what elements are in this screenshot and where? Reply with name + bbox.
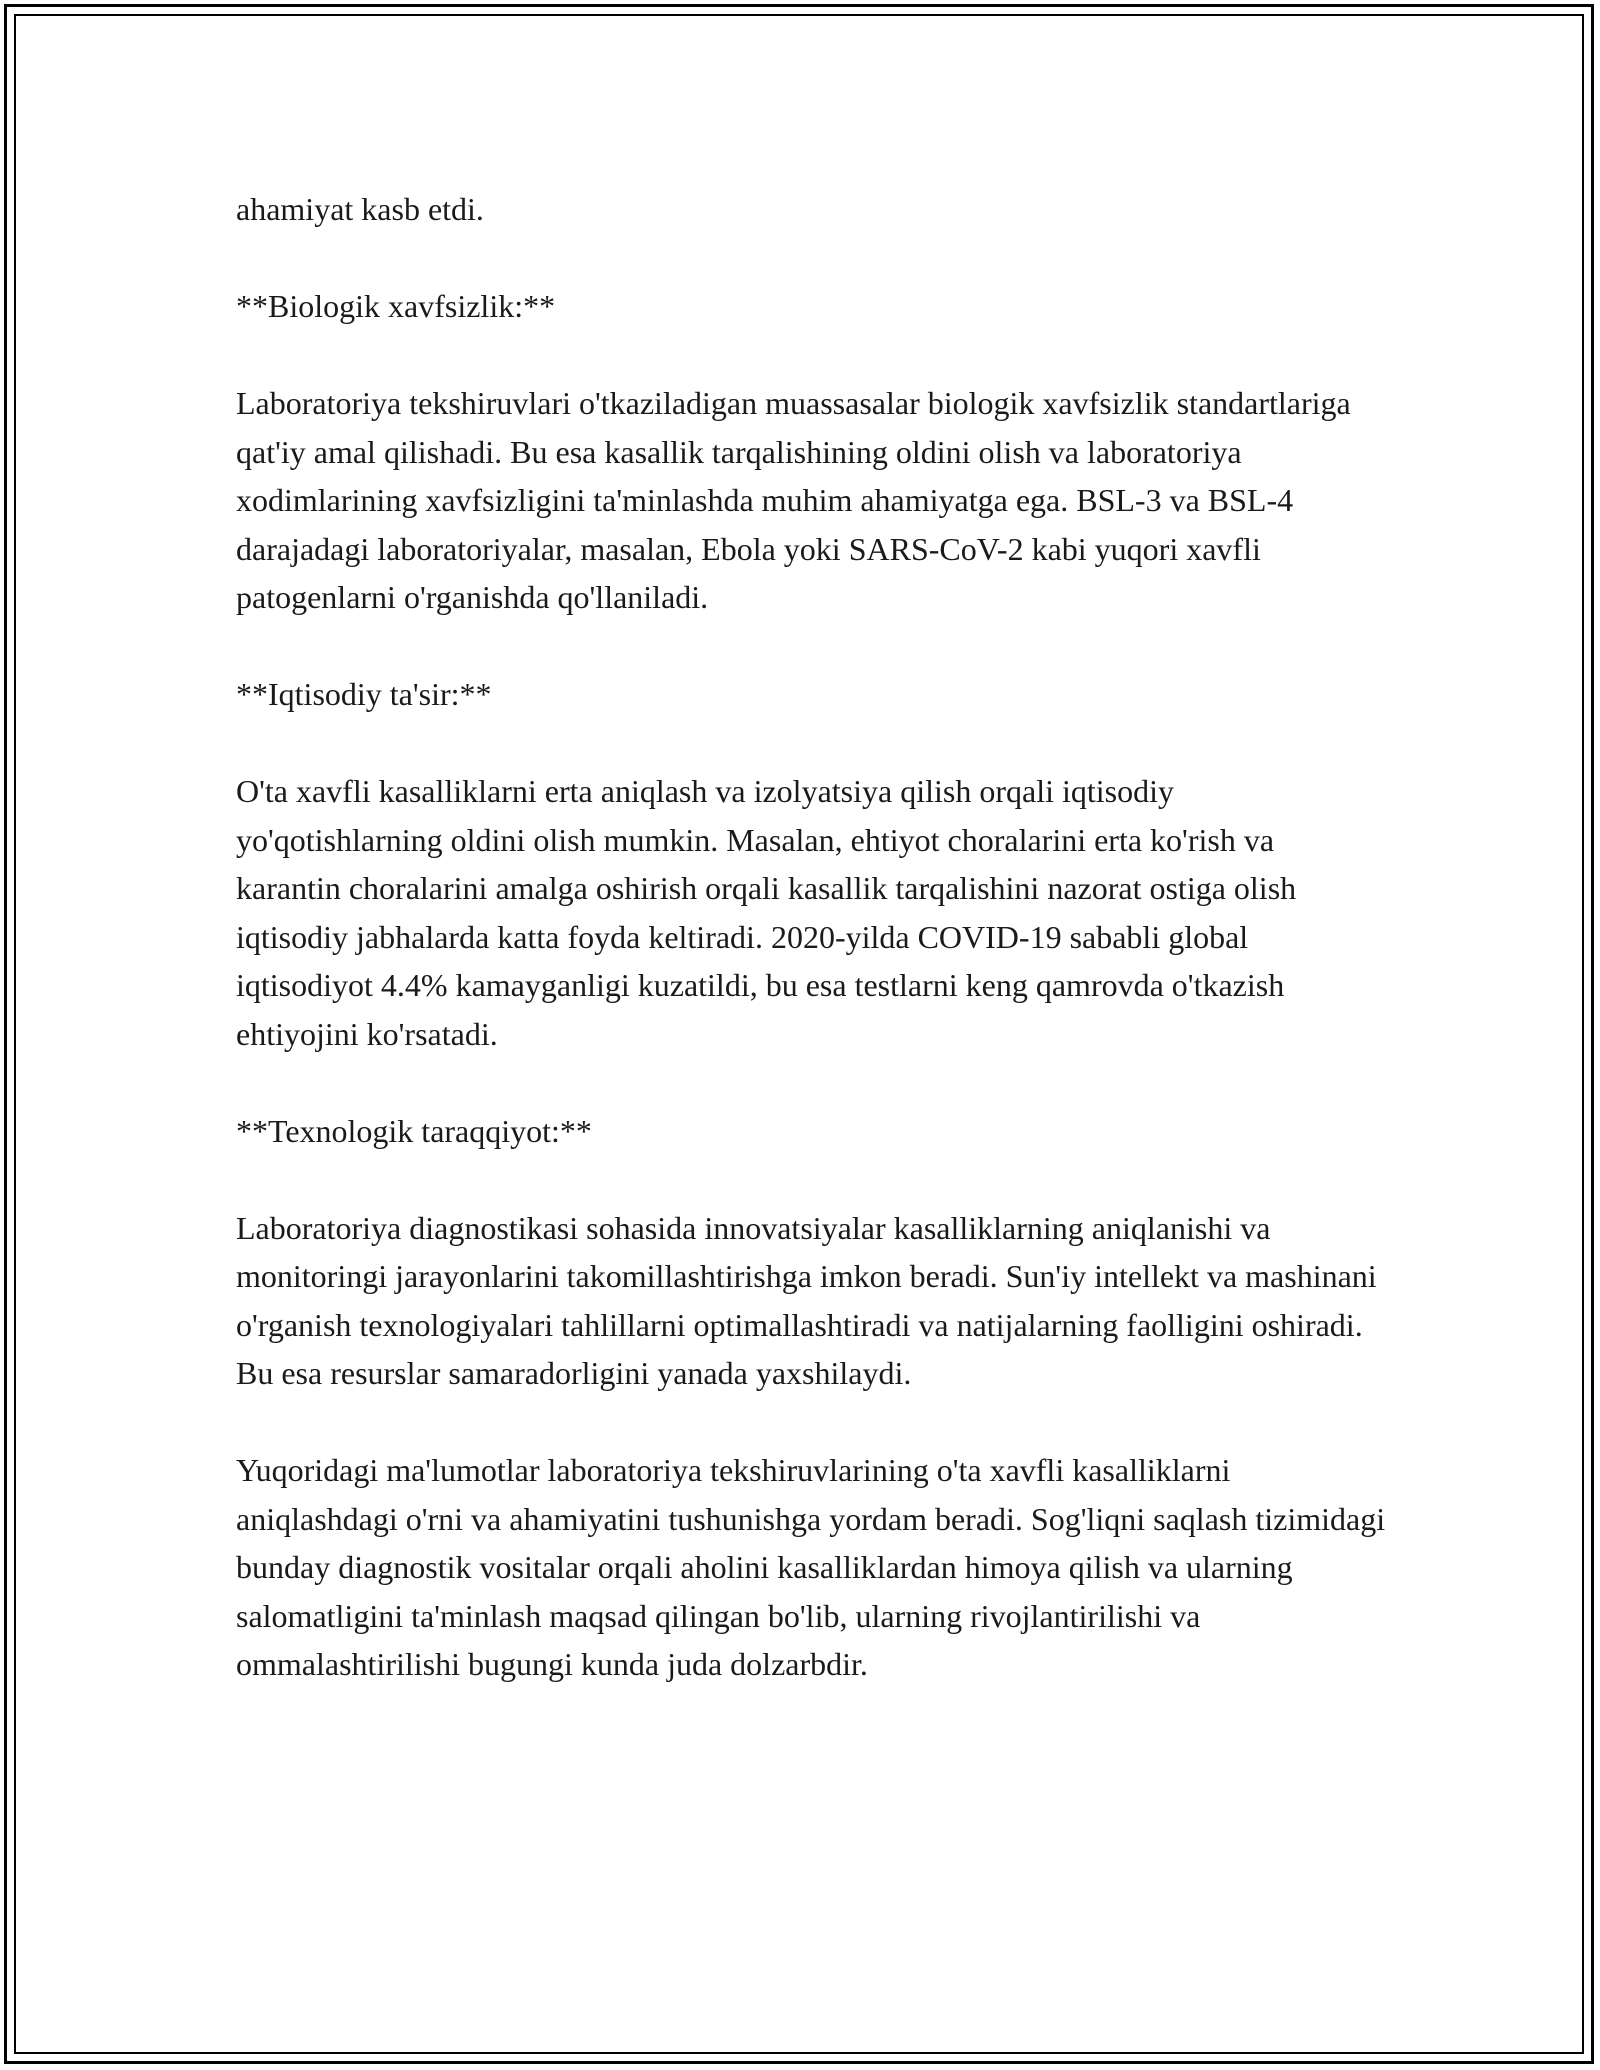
heading-texnologik-taraqqiyot: **Texnologik taraqqiyot:** bbox=[236, 1112, 592, 1149]
paragraph-conclusion: Yuqoridagi ma'lumotlar laboratoriya tekshiruvlarining o'ta xavfli kasalliklarni aniqlashdagi o'rni va ahamiyatini tushunishga yordam beradi. Sog'liqni saqlash tizimidagi bunday diagnostik vositalar orqali aholini kasalliklardan himoya qilish va ularning salomatligini ta'minlash maqsad qilingan bo'lib, ularning rivojlantirilishi va ommalashtirilishi bugungi kunda juda dolzarbdir. bbox=[236, 1452, 1386, 1682]
paragraph-continuation: ahamiyat kasb etdi. bbox=[236, 191, 484, 227]
paragraph-iqtisodiy-tasir: O'ta xavfli kasalliklarni erta aniqlash va izolyatsiya qilish orqali iqtisodiy yo'qotishlarning oldini olish mumkin. Masalan, ehtiyot choralarini erta ko'rish va karantin choralarini amalga oshirish orqali kasallik tarqalishini nazorat ostiga olish iqtisodiy jabhalarda katta foyda keltiradi. 2020-yilda COVID-19 sababli global iqtisodiyot 4.4% kamayganligi kuzatildi, bu esa testlarni keng qamrovda o'tkazish ehtiyojini ko'rsatadi. bbox=[236, 773, 1297, 1052]
paragraph-texnologik-taraqqiyot: Laboratoriya diagnostikasi sohasida innovatsiyalar kasalliklarning aniqlanishi va monitoringi jarayonlarini takomillashtirishga imkon beradi. Sun'iy intellekt va mashinani o'rganish texnologiyalari tahlillarni optimallashtiradi va natijalarning faolligini oshiradi. Bu esa resurslar samaradorligini yanada yaxshilaydi. bbox=[236, 1209, 1377, 1391]
heading-iqtisodiy-tasir: **Iqtisodiy ta'sir:** bbox=[236, 676, 492, 712]
document-body bbox=[236, 185, 1386, 1689]
heading-biologik-xavfsizlik: **Biologik xavfsizlik:** bbox=[236, 288, 556, 324]
paragraph-biologik-xavfsizlik: Laboratoriya tekshiruvlari o'tkaziladigan muassasalar biologik xavfsizlik standartlariga qat'iy amal qilishadi. Bu esa kasallik tarqalishining oldini olish va laboratoriya xodimlarining xavfsizligini ta'minlashda muhim ahamiyatga ega. BSL-3 va BSL-4 darajadagi laboratoriyalar, masalan, Ebola yoki SARS-CoV-2 kabi yuqori xavfli patogenlarni o'rganishda qo'llaniladi. bbox=[236, 385, 1351, 615]
